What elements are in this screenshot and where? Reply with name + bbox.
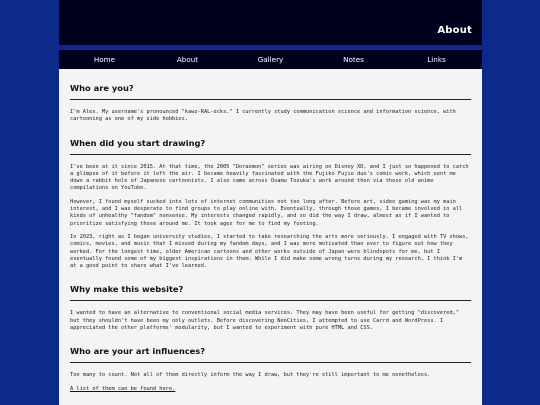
section-heading: Who are you? — [70, 83, 134, 93]
section-heading: Who are your art influences? — [70, 346, 206, 357]
site-frame — [59, 0, 482, 405]
section-why-website — [70, 284, 471, 332]
section-paragraph: I'm Alex. My username's pronounced "kawz-RAL-ecks." I currently study communication science and information science, with cartooning as one of my side hobbies. — [70, 109, 456, 123]
section-paragraph: Too many to count. Not all of them directly inform the way I draw, but they're still important to me nonetheless. — [70, 372, 431, 379]
main-content — [59, 69, 482, 405]
section-start-drawing — [70, 138, 471, 271]
section-art-influences — [70, 346, 471, 393]
section-who-are-you — [70, 83, 471, 124]
nav-about-link[interactable]: About — [176, 55, 199, 64]
nav-notes-link[interactable]: Notes — [343, 55, 364, 64]
nav-home-link[interactable]: Home — [93, 55, 116, 64]
section-paragraph: I wanted to have an alternative to conventional social media services. They may have been useful for getting "discovered," but they shouldn't have been my only outlets. Before discovering NeoCities, I attempted to use Carrd and WordPress. I appreciated the other platforms' modularity, but I wanted to experiment with pure HTML and CSS. — [70, 310, 460, 332]
section-paragraph: In 2023, right as I began university studies, I started to take researching the arts more seriously. I engaged with TV shows, comics, movies, and music that I missed during my fandom days, and I was more motivated than ever to figure out how they worked. For the longest time, older American cartoons and other works outside of Japan were blindspots for me, but I eventually found some of my biggest inspirations in them. While I did make some wrong turns during my research, I think I'm at a good point to share what I've learned. — [70, 233, 469, 270]
nav-gallery-link[interactable]: Gallery — [257, 55, 284, 64]
section-divider — [70, 362, 471, 363]
main-nav — [59, 50, 482, 69]
section-paragraph: However, I found myself sucked into lots of internet communities not too long after. Before art, video gaming was my main interest, and I was desperate to find groups to play online with. Eventually, through those games, I became involved in all kinds of unhealthy "fandom" nonsense. My interests changed rapidly, and so did the way I draw, almost as if I wanted to prioritize satisfying those around me. It took ages for me to find my footing. — [70, 198, 463, 227]
nav-links-link[interactable]: Links — [427, 55, 446, 64]
section-divider — [70, 154, 471, 155]
site-header — [59, 0, 482, 45]
section-paragraph: I've been at it since 2015. At that time, the 2005 "Doraemon" series was airing on Disney XD, and I just so happened to catch a glimpse of it before it left the air. I became heavily fascinated with the Fujiko Fujio duo's comic work, which sent me down a rabbit hole of Japanese cartoonists. I also came across Osamu Tezuka's work around then via those old anime compilations on YouTube. — [70, 163, 469, 192]
influences-list-link[interactable]: A list of them can be found here. — [70, 385, 176, 392]
page-title: About — [437, 25, 472, 36]
section-heading: Why make this website? — [70, 284, 184, 295]
section-divider — [70, 300, 471, 301]
section-heading: When did you start drawing? — [70, 137, 206, 148]
section-divider — [70, 99, 471, 100]
